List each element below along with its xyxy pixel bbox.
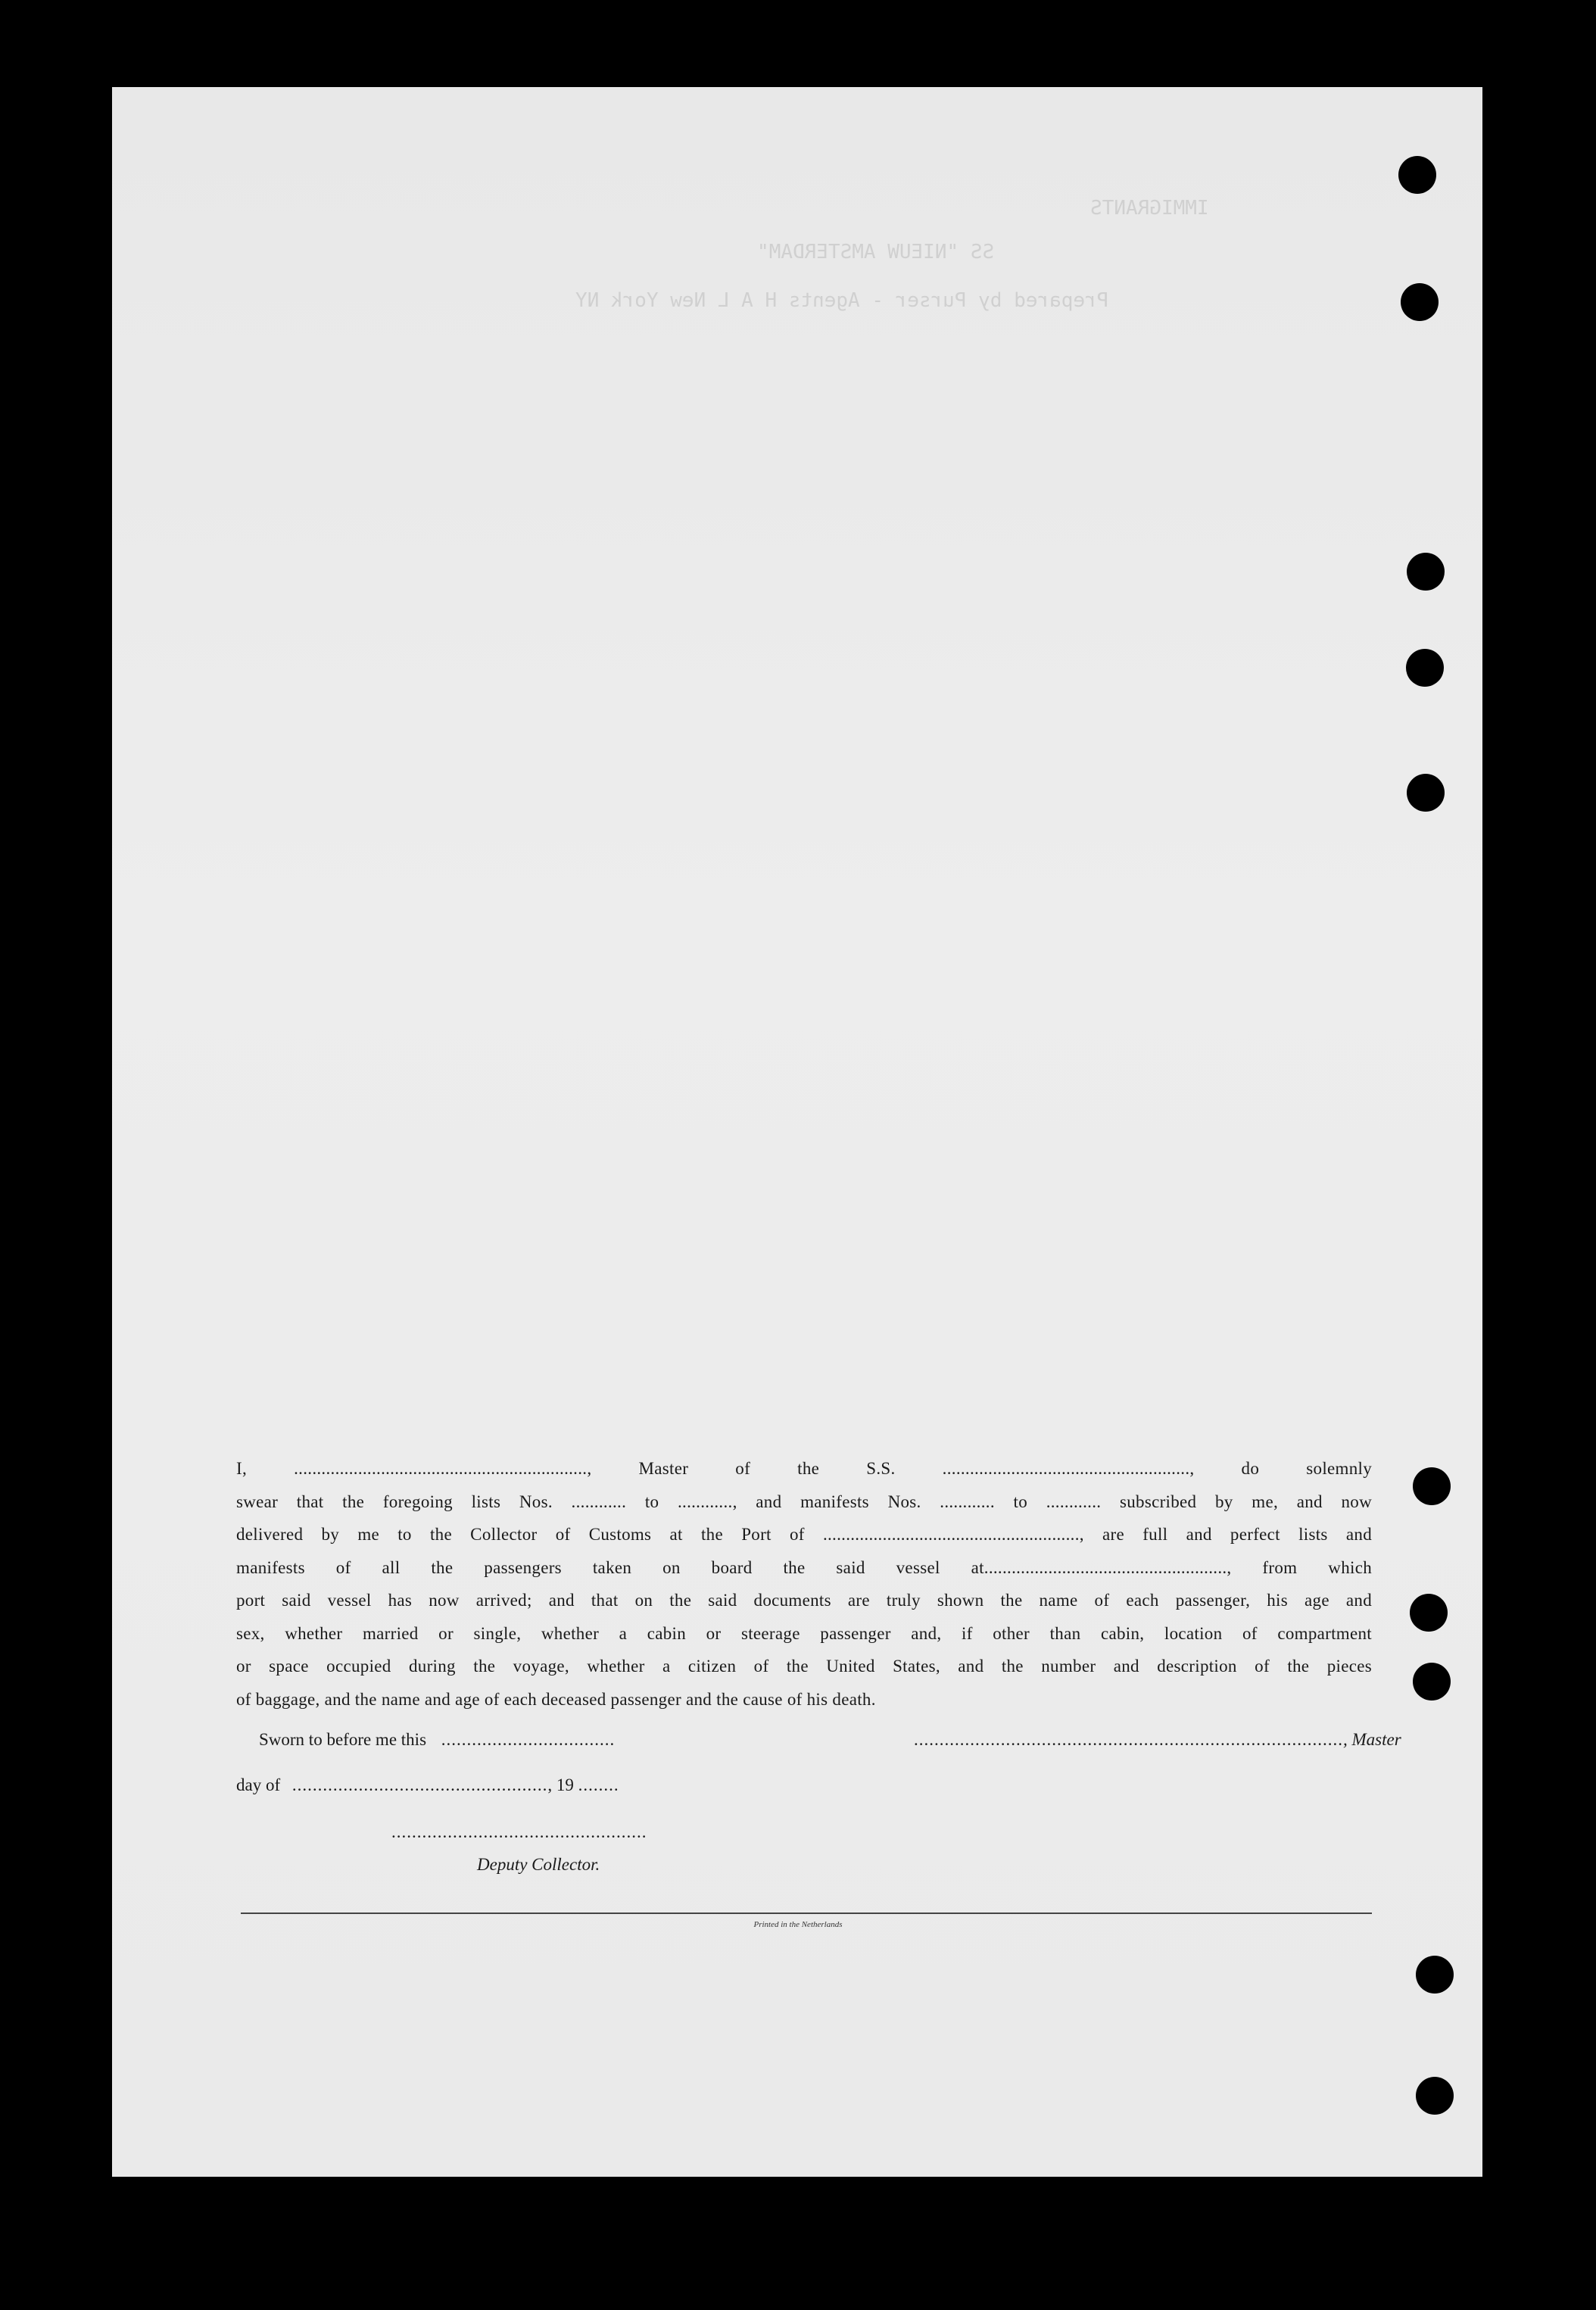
bleed-through-line: SS "NIEUW AMSTERDAM" bbox=[757, 241, 995, 263]
oath-line: delivered by me to the Collector of Customs at the Port of ........................................................, are full and perfect lists and bbox=[236, 1525, 1372, 1544]
bleed-through-header: IMMIGRANTS bbox=[1090, 197, 1209, 220]
master-oath-paragraph bbox=[236, 1452, 1372, 1716]
punch-hole bbox=[1407, 774, 1445, 812]
punch-hole bbox=[1413, 1467, 1451, 1505]
manifest-page bbox=[112, 87, 1482, 2177]
collector-signature-field[interactable]: .................................................. bbox=[391, 1822, 647, 1841]
punch-hole bbox=[1416, 2077, 1454, 2115]
printed-in-netherlands: Printed in the Netherlands bbox=[753, 1920, 843, 1929]
footer-rule bbox=[241, 1913, 1372, 1914]
collector-signature-line bbox=[391, 1822, 647, 1842]
punch-hole bbox=[1407, 553, 1445, 591]
punch-hole bbox=[1413, 1663, 1451, 1701]
oath-line: I, ................................................................, Master of the S.S. ......................................................, do solemnly bbox=[236, 1459, 1372, 1478]
deputy-collector-label: Deputy Collector. bbox=[477, 1855, 600, 1874]
oath-line: manifests of all the passengers taken on board the said vessel at....................................................., from which bbox=[236, 1557, 1372, 1577]
oath-line: sex, whether married or single, whether a cabin or steerage passenger and, if other than cabin, location of compartment bbox=[236, 1623, 1372, 1643]
master-label: , Master bbox=[1343, 1730, 1401, 1749]
day-of-text: day of bbox=[236, 1775, 281, 1794]
punch-hole bbox=[1401, 283, 1439, 321]
year-prefix: , 19 bbox=[547, 1775, 574, 1794]
sworn-row bbox=[259, 1730, 615, 1750]
day-row bbox=[236, 1775, 619, 1795]
oath-line: or space occupied during the voyage, whether a citizen of the United States, and the number and description of the pieces bbox=[236, 1657, 1372, 1676]
punch-hole bbox=[1416, 1956, 1454, 1994]
oath-line: port said vessel has now arrived; and that on the said documents are truly shown the name of each passenger, his age and bbox=[236, 1591, 1372, 1610]
day-field[interactable]: .................................................. bbox=[291, 1775, 548, 1794]
punch-hole bbox=[1398, 156, 1436, 194]
bleed-through-line: Prepared by Purser - Agents H A L New York NY bbox=[575, 289, 1109, 312]
punch-hole bbox=[1406, 649, 1444, 687]
sworn-date-field[interactable]: .................................. bbox=[441, 1730, 616, 1749]
punch-hole bbox=[1410, 1594, 1448, 1632]
master-signature-row bbox=[914, 1730, 1401, 1750]
sworn-text: Sworn to before me this bbox=[259, 1730, 427, 1749]
oath-line: swear that the foregoing lists Nos. ............ to ............, and manifests Nos. ............ to ............ subscribed by me, and now bbox=[236, 1492, 1372, 1511]
oath-line: of baggage, and the name and age of each deceased passenger and the cause of his death. bbox=[236, 1689, 876, 1709]
year-field[interactable]: ........ bbox=[578, 1775, 619, 1794]
master-signature-field[interactable]: .................................................................................... bbox=[914, 1730, 1343, 1749]
